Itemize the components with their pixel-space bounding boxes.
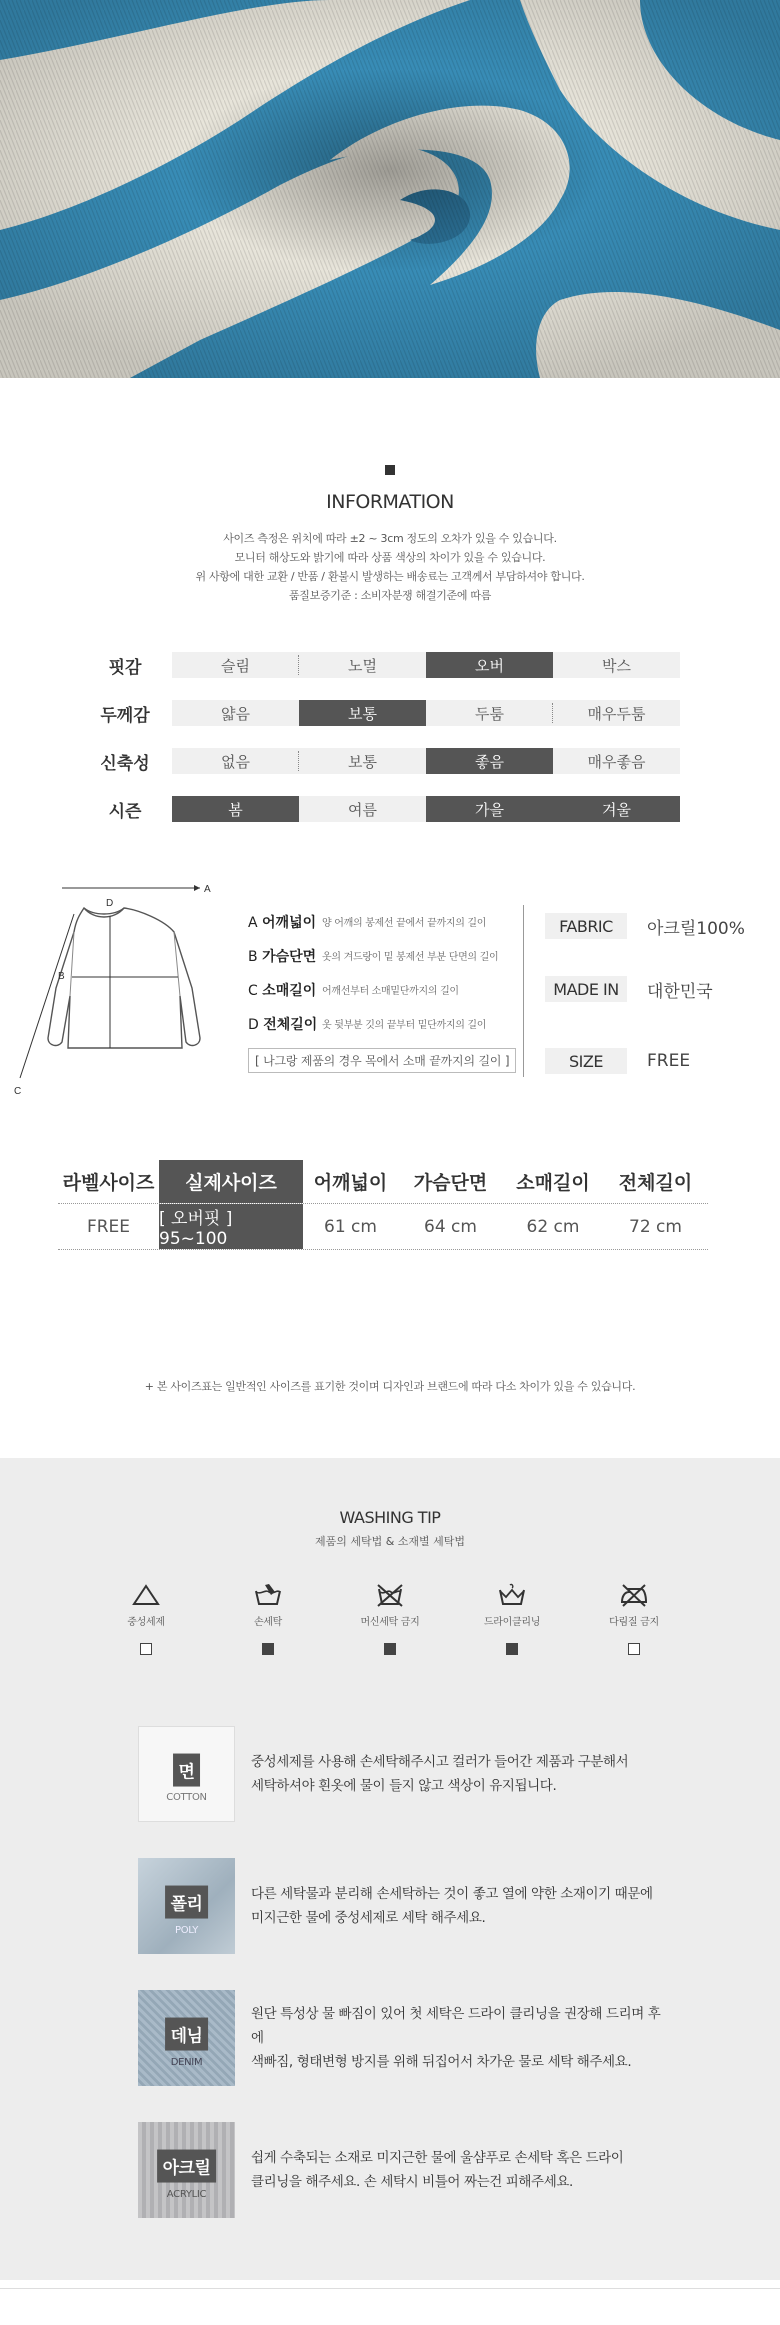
checkbox — [140, 1643, 152, 1655]
diagram-label-c: C — [14, 1086, 22, 1096]
material-name: 아크릴 — [157, 2150, 217, 2183]
definition-key: A 어깨넓이 — [248, 914, 317, 931]
no-ironing-icon — [619, 1583, 649, 1607]
definition-row — [248, 910, 523, 933]
attribute-option: 박스 — [553, 652, 680, 678]
spec-fabric — [545, 912, 745, 940]
attribute-option-selected: 오버 — [426, 652, 553, 678]
spec-size — [545, 1047, 690, 1075]
material-name: 데님 — [165, 2018, 209, 2051]
note-line: 모니터 해상도와 밝기에 따라 상품 색상의 차이가 있을 수 있습니다. — [234, 551, 546, 564]
material-description: 원단 특성상 물 빠짐이 있어 첫 세탁은 드라이 클리닝을 권장해 드리며 후에 색빠짐, 형태변형 방지를 위해 뒤집어서 차가운 물로 세탁 해주세요. — [251, 2006, 661, 2070]
material-description: 다른 세탁물과 분리해 손세탁하는 것이 좋고 열에 약한 소재이기 때문에 미지근한 물에 중성세제로 세탁 해주세요. — [251, 1886, 653, 1926]
washing-icon-label: 머신세탁 금지 — [360, 1617, 420, 1628]
washing-icon-label: 드라이클리닝 — [483, 1617, 541, 1628]
column-header: 어깨넓이 — [313, 1172, 388, 1194]
definition-key: C 소매길이 — [248, 982, 317, 999]
divider — [0, 2288, 780, 2289]
note-line: 품질보증기준 : 소비자분쟁 해결기준에 따름 — [288, 589, 492, 602]
washing-icon-item — [329, 1583, 451, 1655]
attribute-option: 여름 — [299, 796, 426, 822]
material-cotton — [138, 1726, 668, 1822]
attribute-option: 매우두툼 — [553, 700, 680, 726]
material-name: 폴리 — [165, 1886, 209, 1919]
material-description: 쉽게 수축되는 소재로 미지근한 물에 울샴푸로 손세탁 혹은 드라이 클리닝을 해주세요. 손 세탁시 비틀어 짜는건 피해주세요. — [251, 2150, 624, 2190]
washing-icon-item — [207, 1583, 329, 1655]
checkbox-checked — [506, 1643, 518, 1655]
attribute-option-selected: 좋음 — [426, 748, 553, 774]
raglan-note: [ 나그랑 제품의 경우 목에서 소매 끝까지의 길이 ] — [248, 1048, 516, 1073]
attribute-stretch — [80, 746, 680, 776]
material-description: 중성세제를 사용해 손세탁해주시고 컬러가 들어간 제품과 구분해서 세탁하셔야 흰옷에 물이 들지 않고 색상이 유지됩니다. — [251, 1754, 629, 1794]
hand-wash-icon — [253, 1583, 283, 1607]
measurement-definitions — [248, 910, 523, 1073]
spec-key: SIZE — [545, 1048, 627, 1074]
attribute-option: 매우좋음 — [553, 748, 680, 774]
attribute-option: 슬림 — [172, 652, 299, 678]
washing-icon-label: 중성세제 — [127, 1617, 165, 1628]
material-poly — [138, 1858, 668, 1954]
material-denim — [138, 1990, 668, 2086]
knit-fabric-photo — [0, 0, 780, 378]
sweater-measurement-diagram — [14, 876, 234, 1096]
definition-description: 옷의 겨드랑이 밑 봉제선 부분 단면의 길이 — [322, 952, 499, 963]
attribute-option: 없음 — [172, 748, 299, 774]
table-row — [58, 1204, 708, 1250]
definition-description: 양 어깨의 봉제선 끝에서 끝까지의 길이 — [322, 918, 487, 929]
table-cell: 61 cm — [324, 1216, 377, 1237]
attribute-option-selected: 보통 — [299, 700, 426, 726]
diagram-label-d: D — [106, 898, 114, 909]
column-header: 가슴단면 — [413, 1172, 488, 1194]
note-line: 위 사항에 대한 교환 / 반품 / 환불시 발생하는 배송료는 고객께서 부담하셔야 합니다. — [195, 570, 585, 583]
washing-tip-section — [0, 1458, 780, 2280]
column-header: 실제사이즈 — [159, 1160, 303, 1203]
attribute-option-selected: 겨울 — [553, 796, 680, 822]
table-cell: FREE — [86, 1216, 131, 1237]
checkbox — [628, 1643, 640, 1655]
column-header: 라벨사이즈 — [62, 1172, 155, 1194]
cotton-swatch — [138, 1726, 235, 1822]
attribute-option: 보통 — [299, 748, 426, 774]
washing-icon-label: 다림질 금지 — [609, 1617, 659, 1628]
checkbox-checked — [262, 1643, 274, 1655]
spec-value: FREE — [647, 1051, 691, 1071]
washing-icon-item — [573, 1583, 695, 1655]
attribute-label: 시즌 — [108, 801, 142, 822]
washing-subtitle: 제품의 세탁법 & 소재별 세탁법 — [314, 1535, 466, 1548]
attribute-option-selected: 가을 — [426, 796, 553, 822]
spec-value: 대한민국 — [647, 981, 713, 1002]
definition-key: B 가슴단면 — [248, 948, 317, 965]
spec-key: MADE IN — [545, 976, 627, 1002]
attribute-thickness — [80, 698, 680, 728]
table-cell: [ 오버핏 ] 95~100 — [159, 1204, 303, 1249]
spec-made-in — [545, 975, 713, 1003]
attribute-option: 노멀 — [299, 652, 426, 678]
definition-row — [248, 944, 523, 967]
material-english: DENIM — [170, 2057, 203, 2068]
definition-description: 옷 뒷부분 깃의 끝부터 밑단까지의 길이 — [322, 1020, 487, 1031]
attribute-option-selected: 봄 — [172, 796, 299, 822]
material-english: COTTON — [166, 1792, 207, 1803]
attribute-option: 두툼 — [426, 700, 553, 726]
washing-icon-item — [85, 1583, 207, 1655]
information-title: INFORMATION — [326, 491, 454, 513]
dry-clean-icon — [497, 1583, 527, 1607]
definition-key: D 전체길이 — [248, 1016, 318, 1033]
divider — [523, 905, 524, 1077]
washing-icons — [85, 1583, 695, 1655]
diagram-label-a: A — [204, 884, 211, 895]
note-line: 사이즈 측정은 위치에 따라 ±2 ~ 3cm 정도의 오차가 있을 수 있습니다. — [223, 532, 557, 545]
attribute-label: 핏감 — [108, 657, 142, 678]
washing-title: WASHING TIP — [339, 1508, 441, 1527]
washing-icon-item — [451, 1583, 573, 1655]
no-machine-wash-icon — [375, 1583, 405, 1607]
neutral-detergent-icon — [131, 1583, 161, 1607]
attribute-option: 얇음 — [172, 700, 299, 726]
section-marker — [385, 465, 395, 475]
material-name: 면 — [173, 1754, 201, 1787]
information-notes — [0, 529, 780, 605]
washing-header — [0, 1508, 780, 1549]
spec-key: FABRIC — [545, 913, 627, 939]
spec-value: 아크릴100% — [647, 918, 745, 939]
washing-icon-label: 손세탁 — [253, 1617, 283, 1628]
table-cell: 62 cm — [526, 1216, 580, 1237]
attribute-label: 신축성 — [100, 753, 150, 774]
attribute-fit — [80, 650, 680, 680]
column-header: 전체길이 — [618, 1172, 693, 1194]
checkbox-checked — [384, 1643, 396, 1655]
table-cell: 72 cm — [629, 1216, 682, 1237]
column-header: 소매길이 — [516, 1172, 590, 1194]
acrylic-swatch — [138, 2122, 235, 2218]
size-table-header — [58, 1160, 708, 1204]
material-english: ACRYLIC — [166, 2189, 207, 2200]
material-acrylic — [138, 2122, 668, 2218]
attribute-season — [80, 794, 680, 824]
definition-row — [248, 978, 523, 1001]
poly-swatch — [138, 1858, 235, 1954]
definition-description: 어깨선부터 소매밑단까지의 길이 — [322, 986, 459, 997]
diagram-label-b: B — [58, 971, 65, 982]
definition-row — [248, 1012, 523, 1035]
size-footnote: + 본 사이즈표는 일반적인 사이즈를 표기한 것이며 디자인과 브랜드에 따라 다소 차이가 있을 수 있습니다. — [144, 1380, 636, 1393]
table-cell: 64 cm — [424, 1216, 477, 1237]
denim-swatch — [138, 1990, 235, 2086]
size-table — [58, 1160, 708, 1250]
information-section — [0, 465, 780, 605]
material-english: POLY — [174, 1925, 199, 1936]
attribute-label: 두께감 — [100, 705, 150, 726]
